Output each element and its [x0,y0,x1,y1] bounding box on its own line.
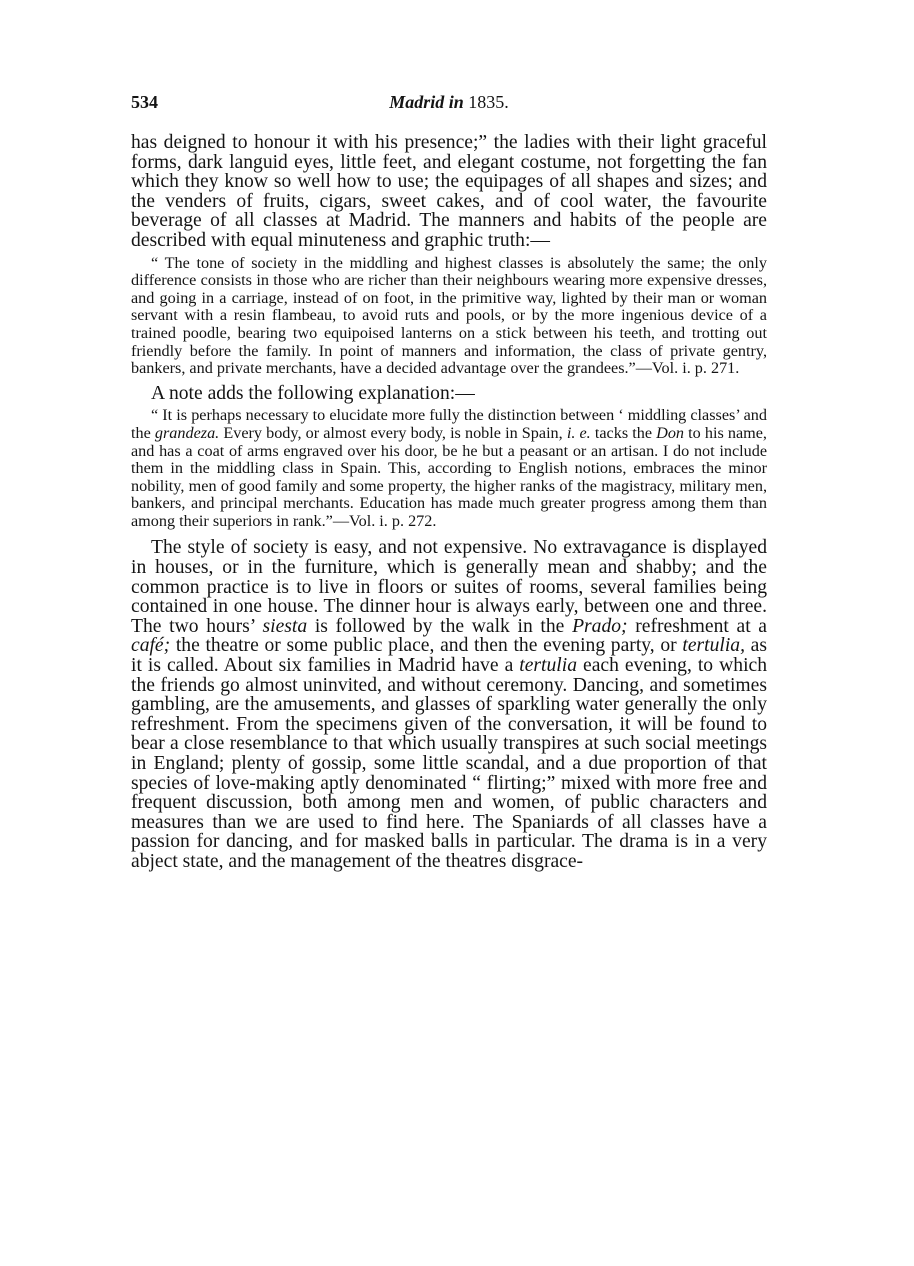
running-header [131,92,767,116]
running-title-year: 1835. [468,92,509,112]
paragraph-text: as it is called. About six families in Madrid have a [131,635,767,677]
italic-ie: i. e. [566,423,591,442]
paragraph-text: The style of society is easy, and not expensive. No extravagance is displayed in houses, or in the furniture, which is generally mean and shabby; and the common practice is to live in floors or suites of rooms, several families being contained in one house. The dinner hour is always early, between one and three. The two hours’ [131,537,767,637]
paragraph-society-style [131,538,767,871]
paragraph-text: each evening, to which the friends go almost uninvited, and without ceremony. Dancing, and sometimes gambling, are the amusements, and glasses of sparkling water generally the only refreshment. From the specimens given of the conversation, it will be found to bear a close resemblance to that which usually transpires at such social meetings in England; plenty of gossip, some little scandal, and a due proportion of that species of love-making aptly denominated “ flirting;” mixed with more free and frequent discussion, both among men and women, of public characters and measures than we are used to find here. The Spaniards of all classes have a passion for dancing, and for masked balls in particular. The drama is in a very abject state, and the management of the theatres disgrace- [131,655,768,872]
running-title-italic: Madrid in [389,92,464,112]
italic-term-don: Don [656,423,685,442]
italic-term-tertulia: tertulia [519,655,577,677]
block-quote-vol1-p272 [131,407,767,530]
page-number: 534 [131,92,158,112]
note-intro: A note adds the following explanation:— [151,382,475,404]
running-title [131,92,767,113]
quote-text: tacks the [590,423,657,442]
italic-term-prado: Prado; [572,615,628,637]
paragraph-text: the theatre or some public place, and then the evening party, or [170,635,683,657]
italic-term-cafe: café; [131,635,171,657]
paragraph-continuation: has deigned to honour it with his presence;” the ladies with their light graceful forms, dark languid eyes, little feet, and elegant costume, not forgetting the fan which they know so well how to use; the equipages of all shapes and sizes; and the venders of fruits, cigars, sweet cakes, and of cool water, the favourite beverage of all classes at Madrid. The manners and habits of the people are described with equal minuteness and graphic truth:— [131,132,767,251]
italic-term-siesta: siesta [262,615,308,637]
block-quote-vol1-p271: “ The tone of society in the middling and highest classes is absolutely the same; the only difference consists in those who are richer than their neighbours wearing more expensive dresses, and going in a carriage, instead of on foot, in the primitive way, lighted by their man or woman servant with a resin flambeau, to avoid ruts and pools, or by the more ingenious device of a trained poodle, bearing two equipoised lanterns on a stick between his teeth, and trotting out friendly before the family. In point of manners and information, the class of private gentry, bankers, and private merchants, have a decided advantage over the grandees.”—Vol. i. p. 271. [131,253,767,378]
italic-term-grandeza: grandeza. [154,423,220,442]
quote-text: Every body, or almost every body, is noble in Spain, [219,423,567,442]
italic-term-tertulia: tertulia, [682,635,745,657]
book-page [131,92,767,872]
quote-text: to his name, and has a coat of arms engraved over his door, be he but a peasant or an artisan. I do not include them in the middling class in Spain. This, according to English notions, embraces the minor nobility, men of good family and some property, the higher ranks of the magistracy, military men, bankers, and principal merchants. Education has made much greater progress among them than among their superiors in rank.”—Vol. i. p. 272. [131,423,767,530]
quote-text: “ It is perhaps necessary to elucidate more fully the distinction between ‘ middling classes’ and the [131,406,767,442]
paragraph-text: is followed by the walk in the [307,615,573,637]
paragraph-text: refreshment at a [627,615,768,637]
